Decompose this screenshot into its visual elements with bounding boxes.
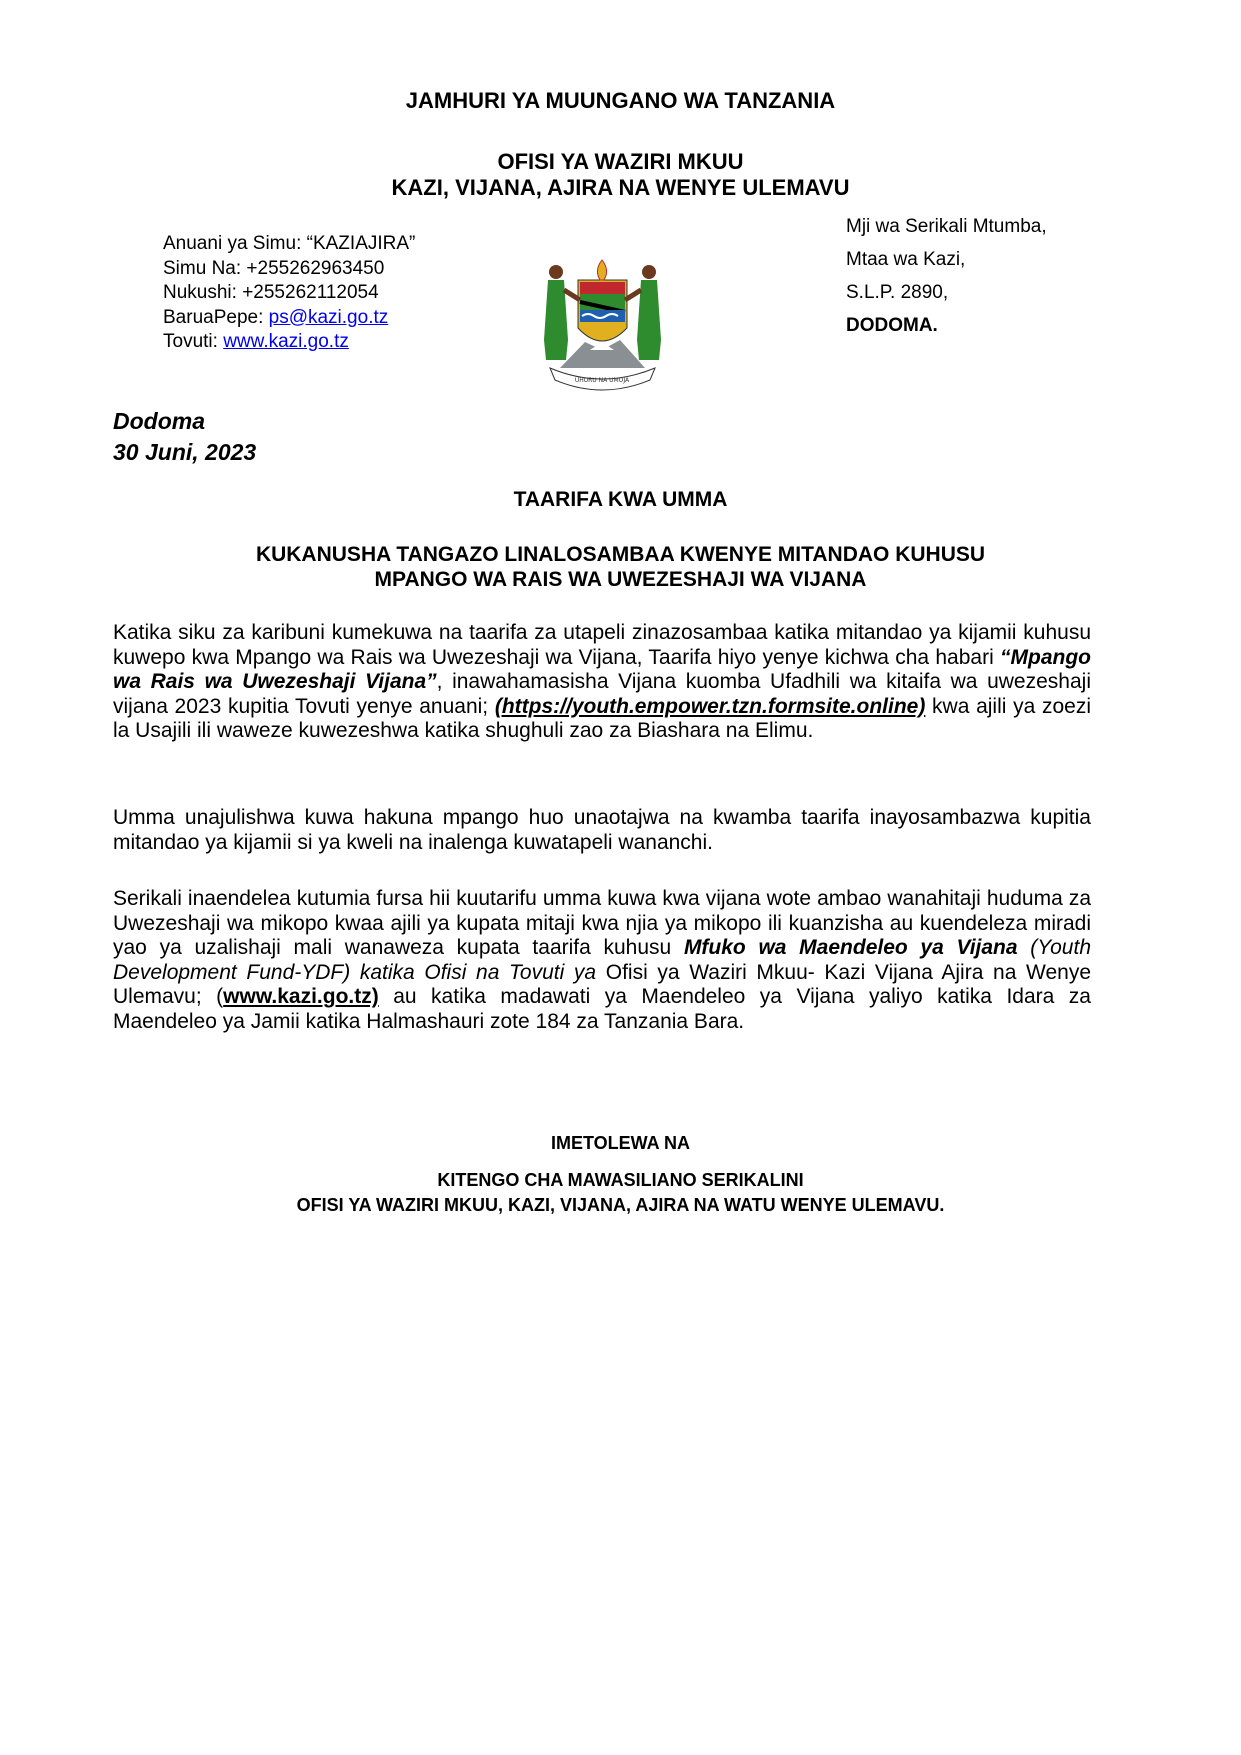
paragraph-2: Umma unajulishwa kuwa hakuna mpango huo unaotajwa na kwamba taarifa inayosambazwa kupitia mitandao ya kijamii si ya kweli na inalenga kuwatapeli wananchi. — [113, 806, 1091, 854]
issuing-unit: KITENGO CHA MAWASILIANO SERIKALINI — [437, 1170, 804, 1190]
phone-number: Simu Na: +255262963450 — [163, 257, 385, 279]
p3-text-a: Serikali inaendelea kutumia fursa hii kuutarifu umma kuwa kwa vijana wote ambao wanahitaji huduma za Uwezeshaji wa mikopo kwaa ajili ya kupata mitaji kwa njia ya mikopo ili kuanzisha au kuendeleza miradi yao ya uzalishaji mali wanaweza kupata taarifa kuhusu — [113, 887, 1091, 959]
p3-fund-name: Mfuko wa Maendeleo ya Vijana — [683, 936, 1018, 959]
p1-scam-url: (https://youth.empower.tzn.formsite.online) — [494, 694, 926, 718]
address-city: DODOMA. — [846, 315, 938, 336]
postal-address — [846, 210, 1047, 342]
p3-text-b: (Youth Development Fund-YDF) katika Ofisi na Tovuti ya — [113, 936, 1091, 984]
paragraph-3 — [113, 887, 1091, 1034]
email-line — [163, 306, 415, 331]
fax-number: Nukushi: +255262112054 — [163, 282, 379, 303]
p3-website[interactable]: www.kazi.go.tz) — [223, 985, 379, 1008]
office-heading-line2: KAZI, VIJANA, AJIRA NA WENYE ULEMAVU — [391, 175, 850, 200]
republic-heading: JAMHURI YA MUUNGANO WA TANZANIA — [405, 88, 836, 113]
contact-block — [163, 232, 415, 355]
telegram-address: Anuani ya Simu: “KAZIAJIRA” — [163, 233, 416, 254]
date-block — [113, 406, 256, 468]
paragraph-1 — [113, 621, 1091, 744]
p3-text-c: Ofisi ya Waziri Mkuu- Kazi Vijana Ajira na Wenye Ulemavu; ( — [113, 960, 1092, 1008]
date-place: Dodoma — [113, 408, 205, 434]
p1-quoted-title: “Mpango wa Rais wa Uwezeshaji Vijana” — [113, 645, 1091, 693]
p3-text-d: au katika madawati ya Maendeleo ya Vijana yaliyo katika Idara za Maendeleo ya Jamii katika Halmashauri zote 184 za Tanzania Bara. — [113, 985, 1091, 1033]
address-line2: Mtaa wa Kazi, — [846, 249, 966, 270]
p1-text-a: Katika siku za karibuni kumekuwa na taarifa za utapeli zinazosambaa katika mitandao ya kijamii kuhusu kuwepo kwa Mpango wa Rais wa Uwezeshaji wa Vijana, Taarifa hiyo yenye kichwa cha habari — [113, 621, 1091, 669]
email-label: BaruaPepe: — [163, 306, 269, 328]
address-line1: Mji wa Serikali Mtumba, — [846, 216, 1047, 237]
website-link[interactable]: www.kazi.go.tz — [223, 331, 349, 352]
subject-line1: KUKANUSHA TANGAZO LINALOSAMBAA KWENYE MITANDAO KUHUSU — [255, 543, 986, 566]
date-value: 30 Juni, 2023 — [113, 439, 257, 465]
subject-line2: MPANGO WA RAIS WA UWEZESHAJI WA VIJANA — [374, 568, 867, 591]
website-line — [163, 330, 415, 355]
p1-text-b: , inawahamasisha Vijana kuomba Ufadhili wa kitaifa wa uwezeshaji vijana 2023 kupitia Tovuti yenye anuani; — [113, 670, 1091, 718]
p1-text-c: kwa ajili ya zoezi la Usajili ili waweze kuwezeshwa katika shughuli zao za Biashara na Elimu. — [113, 694, 1091, 742]
email-link[interactable]: ps@kazi.go.tz — [268, 306, 389, 328]
office-heading-line1: OFISI YA WAZIRI MKUU — [497, 149, 744, 174]
website-label: Tovuti: — [163, 331, 224, 352]
issuing-office: OFISI YA WAZIRI MKUU, KAZI, VIJANA, AJIRA NA WATU WENYE ULEMAVU. — [296, 1195, 945, 1215]
svg-text:UHURU NA UMOJA: UHURU NA UMOJA — [574, 377, 630, 384]
issued-by: IMETOLEWA NA — [551, 1133, 690, 1153]
tanzania-coat-of-arms-icon — [530, 250, 675, 395]
address-line3: S.L.P. 2890, — [846, 282, 949, 303]
notice-title: TAARIFA KWA UMMA — [513, 488, 728, 511]
